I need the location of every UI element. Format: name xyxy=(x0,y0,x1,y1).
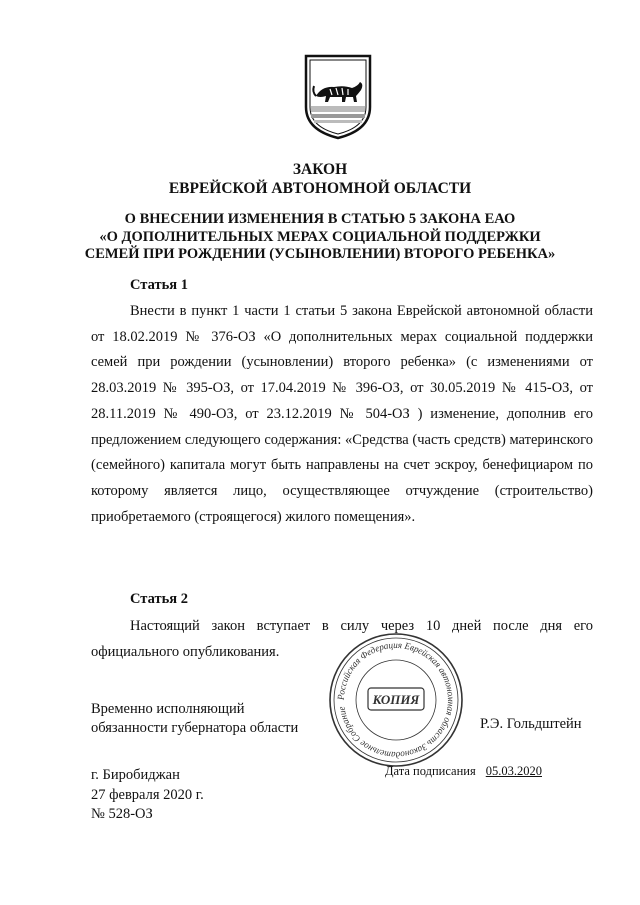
article-2-heading: Статья 2 xyxy=(130,591,188,607)
law-subject-title xyxy=(60,211,580,264)
footer-number: № 528-ОЗ xyxy=(91,806,153,822)
signatory-position-line-1: Временно исполняющий xyxy=(91,701,245,717)
article-1-text: Внести в пункт 1 части 1 статьи 5 закона Еврейской автономной области от 18.02.2019 № 376-ОЗ «О дополнительных мерах социальной поддержки семей при рождении (усыновлении) второго ребенка» (с изменениями от 28.03.2019 № 395-ОЗ, от 17.04.2019 № 396-ОЗ, от 30.05.2019 № 415-ОЗ, от 28.11.2019 № 490-ОЗ, от 23.12.2019 № 504-ОЗ ) изменение, дополнив его предложением следующего содержания: «Средства (часть средств) материнского (семейного) капитала могут быть направлены на счет эскроу, бенефициаром по которому является лицо, осуществляющее отчуждение (строительство) приобретаемого (строящегося) жилого помещения». xyxy=(91,303,593,525)
footer-date: 27 февраля 2020 г. xyxy=(91,786,204,803)
subtitle-line-3: СЕМЕЙ ПРИ РОЖДЕНИИ (УСЫНОВЛЕНИИ) ВТОРОГО РЕБЕНКА» xyxy=(84,246,556,262)
footer-city: г. Биробиджан xyxy=(91,767,180,783)
subtitle-line-2: «О ДОПОЛНИТЕЛЬНЫХ МЕРАХ СОЦИАЛЬНОЙ ПОДДЕРЖКИ xyxy=(99,228,541,245)
article-2-text: Настоящий закон вступает в силу через 10 дней после дня его официального опубликования. xyxy=(91,618,593,660)
signing-date xyxy=(385,764,542,779)
seal-copy-label: КОПИЯ xyxy=(372,692,420,707)
signatory-name: Р.Э. Гольдштейн xyxy=(480,716,582,732)
document-type-title: ЗАКОН xyxy=(292,161,348,178)
article-1-heading: Статья 1 xyxy=(130,277,188,293)
subtitle-line-1: О ВНЕСЕНИИ ИЗМЕНЕНИЯ В СТАТЬЮ 5 ЗАКОНА ЕАО xyxy=(124,211,516,227)
official-seal-stamp xyxy=(326,630,466,770)
issuer-title: ЕВРЕЙСКОЙ АВТОНОМНОЙ ОБЛАСТИ xyxy=(168,180,472,197)
coat-of-arms-emblem xyxy=(300,52,376,142)
signing-date-value: 05.03.2020 xyxy=(485,764,542,778)
signatory-position-line-2: обязанности губернатора области xyxy=(91,720,299,736)
seal-ring-text: Российская Федерация Еврейская автономная область Законодательное Собрание xyxy=(336,640,456,760)
signing-date-label: Дата подписания xyxy=(385,764,476,778)
signatory-position xyxy=(91,700,298,738)
document-footer xyxy=(91,766,204,825)
